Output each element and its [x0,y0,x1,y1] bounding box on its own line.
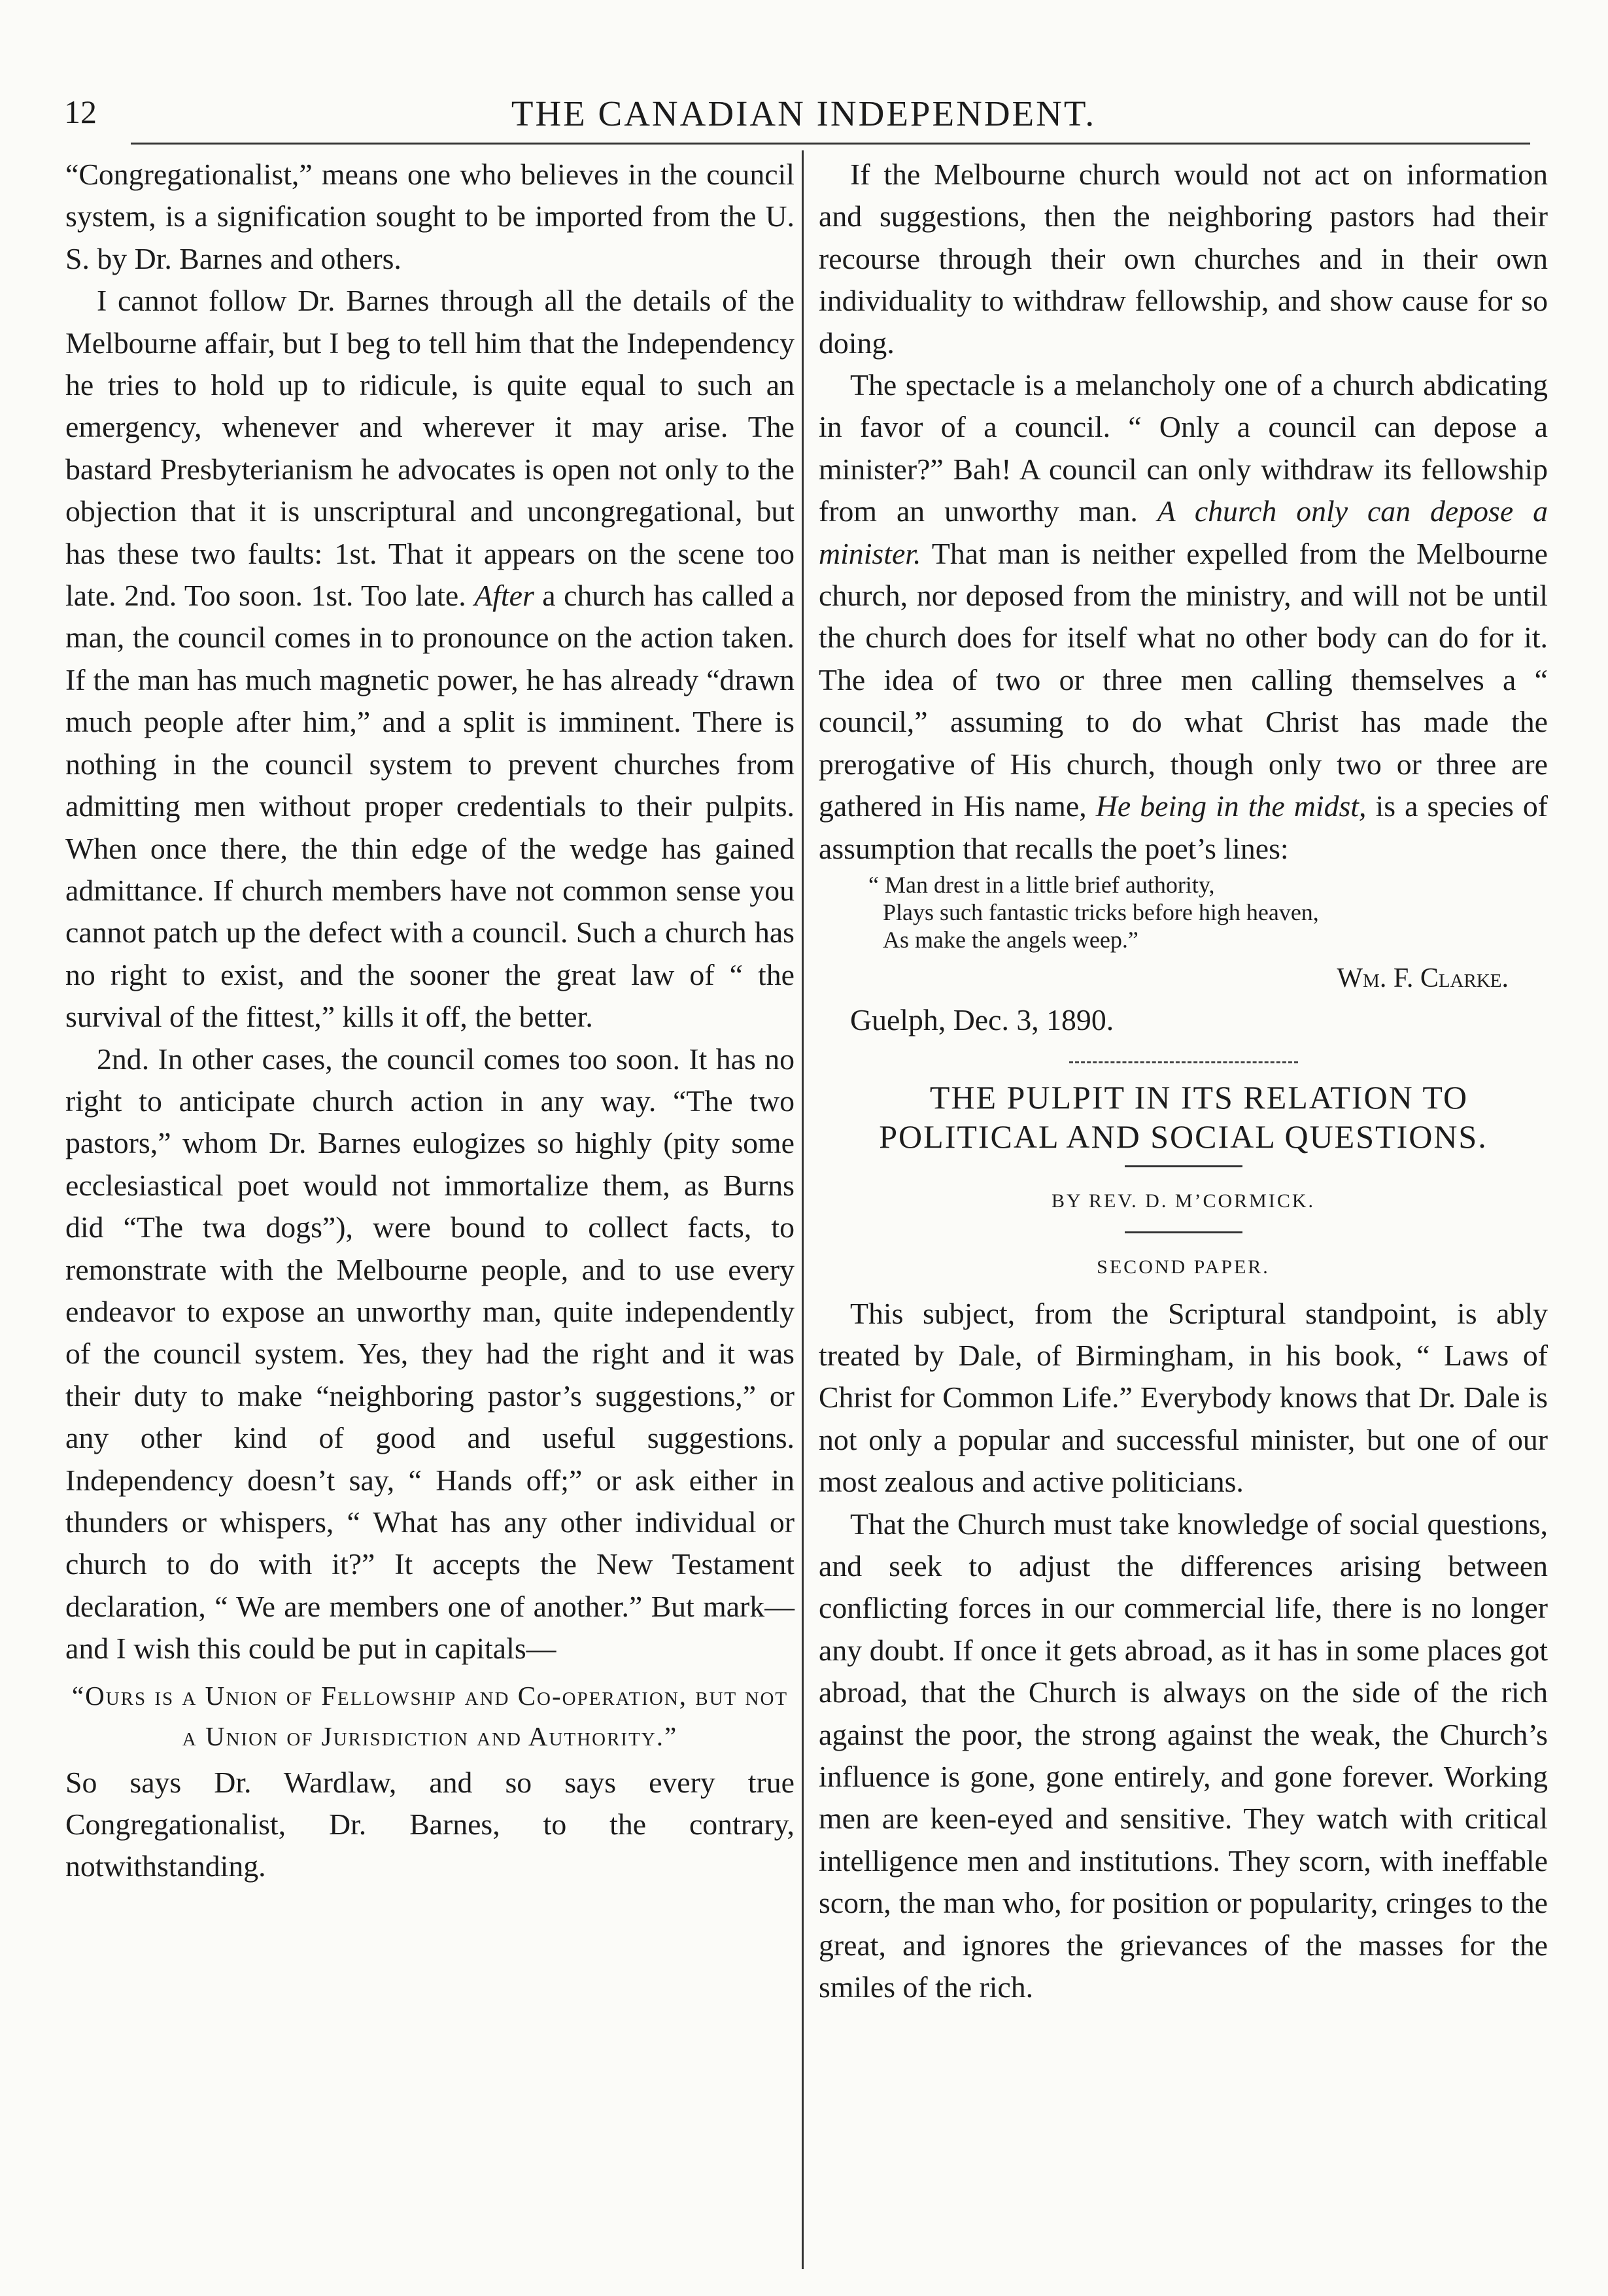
title-rule [1125,1165,1242,1167]
capitals-quote: “Ours is a Union of Fellowship and Co-operation, but not a Union of Jurisdiction and Authority.” [71,1680,789,1751]
byline-rule [1125,1231,1242,1233]
running-head: THE CANADIAN INDEPENDENT. [511,94,1097,133]
section-divider [1069,1061,1298,1063]
right-paragraph-2 [819,364,1548,870]
poem-line: “ Man drest in a little brief authority, [868,871,1215,898]
left-paragraph-1: “Congregationalist,” means one who believes in the council system, is a signification sought to be imported from the U. S. by Dr. Barnes and others. [65,158,795,275]
subhead: SECOND PAPER. [1097,1256,1270,1278]
left-paragraph-2-text: I cannot follow Dr. Barnes through all the details of the Melbourne affair, but I beg to tell him that the Independency he tries to hold up to ridicule, is quite equal to such an emergency, whenever and wherever it may arise. The bastard Presbyterianism he advocates is open not only to the objection that it is unscriptural and uncongregational, but has these two faults: 1st. That it appears on the scene too late. 2nd. Too soon. 1st. Too late. [65,284,795,613]
page-header [64,93,1543,139]
page-number: 12 [64,94,97,130]
right-paragraph-2-emphasis: A church only can depose a minister. [819,494,1548,570]
left-paragraph-2-continued: a church has called a man, the council comes in to pronounce on the action taken. If the man has much magnetic power, he has already “drawn much people after him,” and a split is imminent. There is nothing in the council system to prevent churches from admitting men without proper credentials to their pulpits. When once there, the thin edge of the wedge has gained admittance. If church members have not common sense you cannot patch up the defect with a council. Such a church has no right to exist, and the sooner the great law of “ the survival of the fittest,” kills it off, the better. [65,579,795,1034]
poem-line: As make the angels weep.” [883,926,1138,953]
dateline: Guelph, Dec. 3, 1890. [850,1003,1114,1037]
header-rule [131,143,1530,145]
author-signature: Wm. F. Clarke. [1337,963,1509,993]
left-paragraph-3: 2nd. In other cases, the council comes too soon. It has no right to anticipate church action in any way. “The two pastors,” whom Dr. Barnes eulogizes so highly (pity some ecclesiastical poet would not immortalize them, as Burns did “The twa dogs”), were bound to collect facts, to remonstrate with the Melbourne people, and to use every endeavor to expose an unworthy man, quite independently of the council system. Yes, they had the right and it was their duty to make “neighboring pastor’s suggestions,” or any other kind of good and useful suggestions. Independency doesn’t say, “ Hands off;” or ask either in thunders or whispers, “ What has any other individual or church to do with it?” It accepts the New Testament declaration, “ We are members one of another.” But mark—and I wish this could be put in capitals— [65,1042,795,1666]
right-paragraph-2-continued: That man is neither expelled from the Melbourne church, nor deposed from the ministry, and will not be until the church does for itself what no other body can do for it. The idea of two or three men calling themselves a “ council,” assuming to do what Christ has made the prerogative of His church, though only two or three are gathered in His name, [819,536,1548,823]
left-column [65,154,795,1888]
right-paragraph-2-emphasis-2: He being in the midst, [1095,789,1367,823]
right-paragraph-4: That the Church must take knowledge of social questions, and seek to adjust the differences arising between conflicting forces in our commercial life, there is no longer any doubt. If once it gets abroad, as it has in some places got abroad, that the Church is always on the side of the rich against the poor, the strong against the weak, the Church’s influence is gone, gone entirely, and gone forever. Working men are keen-eyed and sensitive. They watch with critical intelligence men and institutions. They scorn, with ineffable scorn, the man who, for position or popularity, cringes to the great, and ignores the grievances of the masses for the smiles of the rich. [819,1507,1548,2004]
poem-quote [868,871,1548,953]
right-paragraph-2-text: The spectacle is a melancholy one of a church abdicating in favor of a council. “ Only a council can depose a minister?” Bah! A council can only withdraw its fellowship from an unworthy man. [819,368,1548,528]
right-paragraph-2-end: is a species of assumption that recalls the poet’s lines: [819,789,1548,865]
left-paragraph-2-emphasis: After [474,579,534,613]
right-column [819,154,1548,2008]
left-paragraph-4: So says Dr. Wardlaw, and so says every true Congregationalist, Dr. Barnes, to the contrary, notwithstanding. [65,1765,795,1883]
column-divider [802,150,804,2269]
right-paragraph-3: This subject, from the Scriptural standpoint, is ably treated by Dale, of Birmingham, in his book, “ Laws of Christ for Common Life.” Everybody knows that Dr. Dale is not only a popular and successful minister, but one of our most zealous and active politicians. [819,1296,1548,1499]
byline: BY REV. D. M’CORMICK. [1051,1190,1316,1212]
right-paragraph-1: If the Melbourne church would not act on information and suggestions, then the neighboring pastors had their recourse through their own churches and in their own individuality to withdraw fellowship, and show cause for so doing. [819,158,1548,360]
poem-line: Plays such fantastic tricks before high heaven, [883,899,1319,925]
article-title: THE PULPIT IN ITS RELATION TO POLITICAL AND SOCIAL QUESTIONS. [879,1078,1488,1155]
left-paragraph-2 [65,280,795,1038]
